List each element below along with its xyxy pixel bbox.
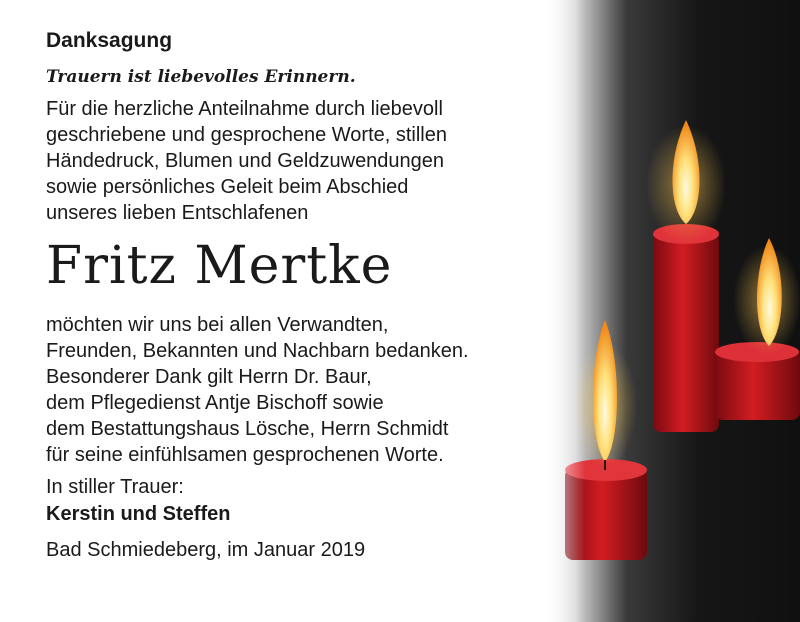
thanks-line: für seine einfühlsamen gesprochenen Worte. (46, 444, 444, 466)
heading: Danksagung (46, 29, 173, 52)
notice-text (46, 26, 566, 564)
thanks-paragraph (46, 312, 566, 468)
thanks-line: dem Pflegedienst Antje Bischoff sowie (46, 392, 384, 414)
signers: Kerstin und Steffen (46, 503, 231, 525)
intro-line: unseres lieben Entschlafenen (46, 202, 309, 224)
intro-line: sowie persönliches Geleit beim Abschied (46, 176, 409, 198)
mourning-line: In stiller Trauer: (46, 476, 184, 498)
intro-line: Händedruck, Blumen und Geldzuwendungen (46, 150, 445, 172)
intro-paragraph (46, 96, 566, 226)
motto: Trauern ist liebevolles Erinnern. (46, 67, 356, 87)
thanks-line: Freunden, Bekannten und Nachbarn bedanken. (46, 340, 469, 362)
thanks-line: dem Bestattungshaus Lösche, Herrn Schmidt (46, 418, 449, 440)
candles-image (545, 0, 800, 622)
thanks-line: Besonderer Dank gilt Herrn Dr. Baur, (46, 366, 372, 388)
thanks-line: möchten wir uns bei allen Verwandten, (46, 314, 389, 336)
intro-line: Für die herzliche Anteilnahme durch liebevoll (46, 98, 443, 120)
deceased-name: Fritz Mertke (46, 236, 393, 296)
intro-line: geschriebene und gesprochene Worte, stillen (46, 124, 447, 146)
place-date: Bad Schmiedeberg, im Januar 2019 (46, 539, 366, 561)
